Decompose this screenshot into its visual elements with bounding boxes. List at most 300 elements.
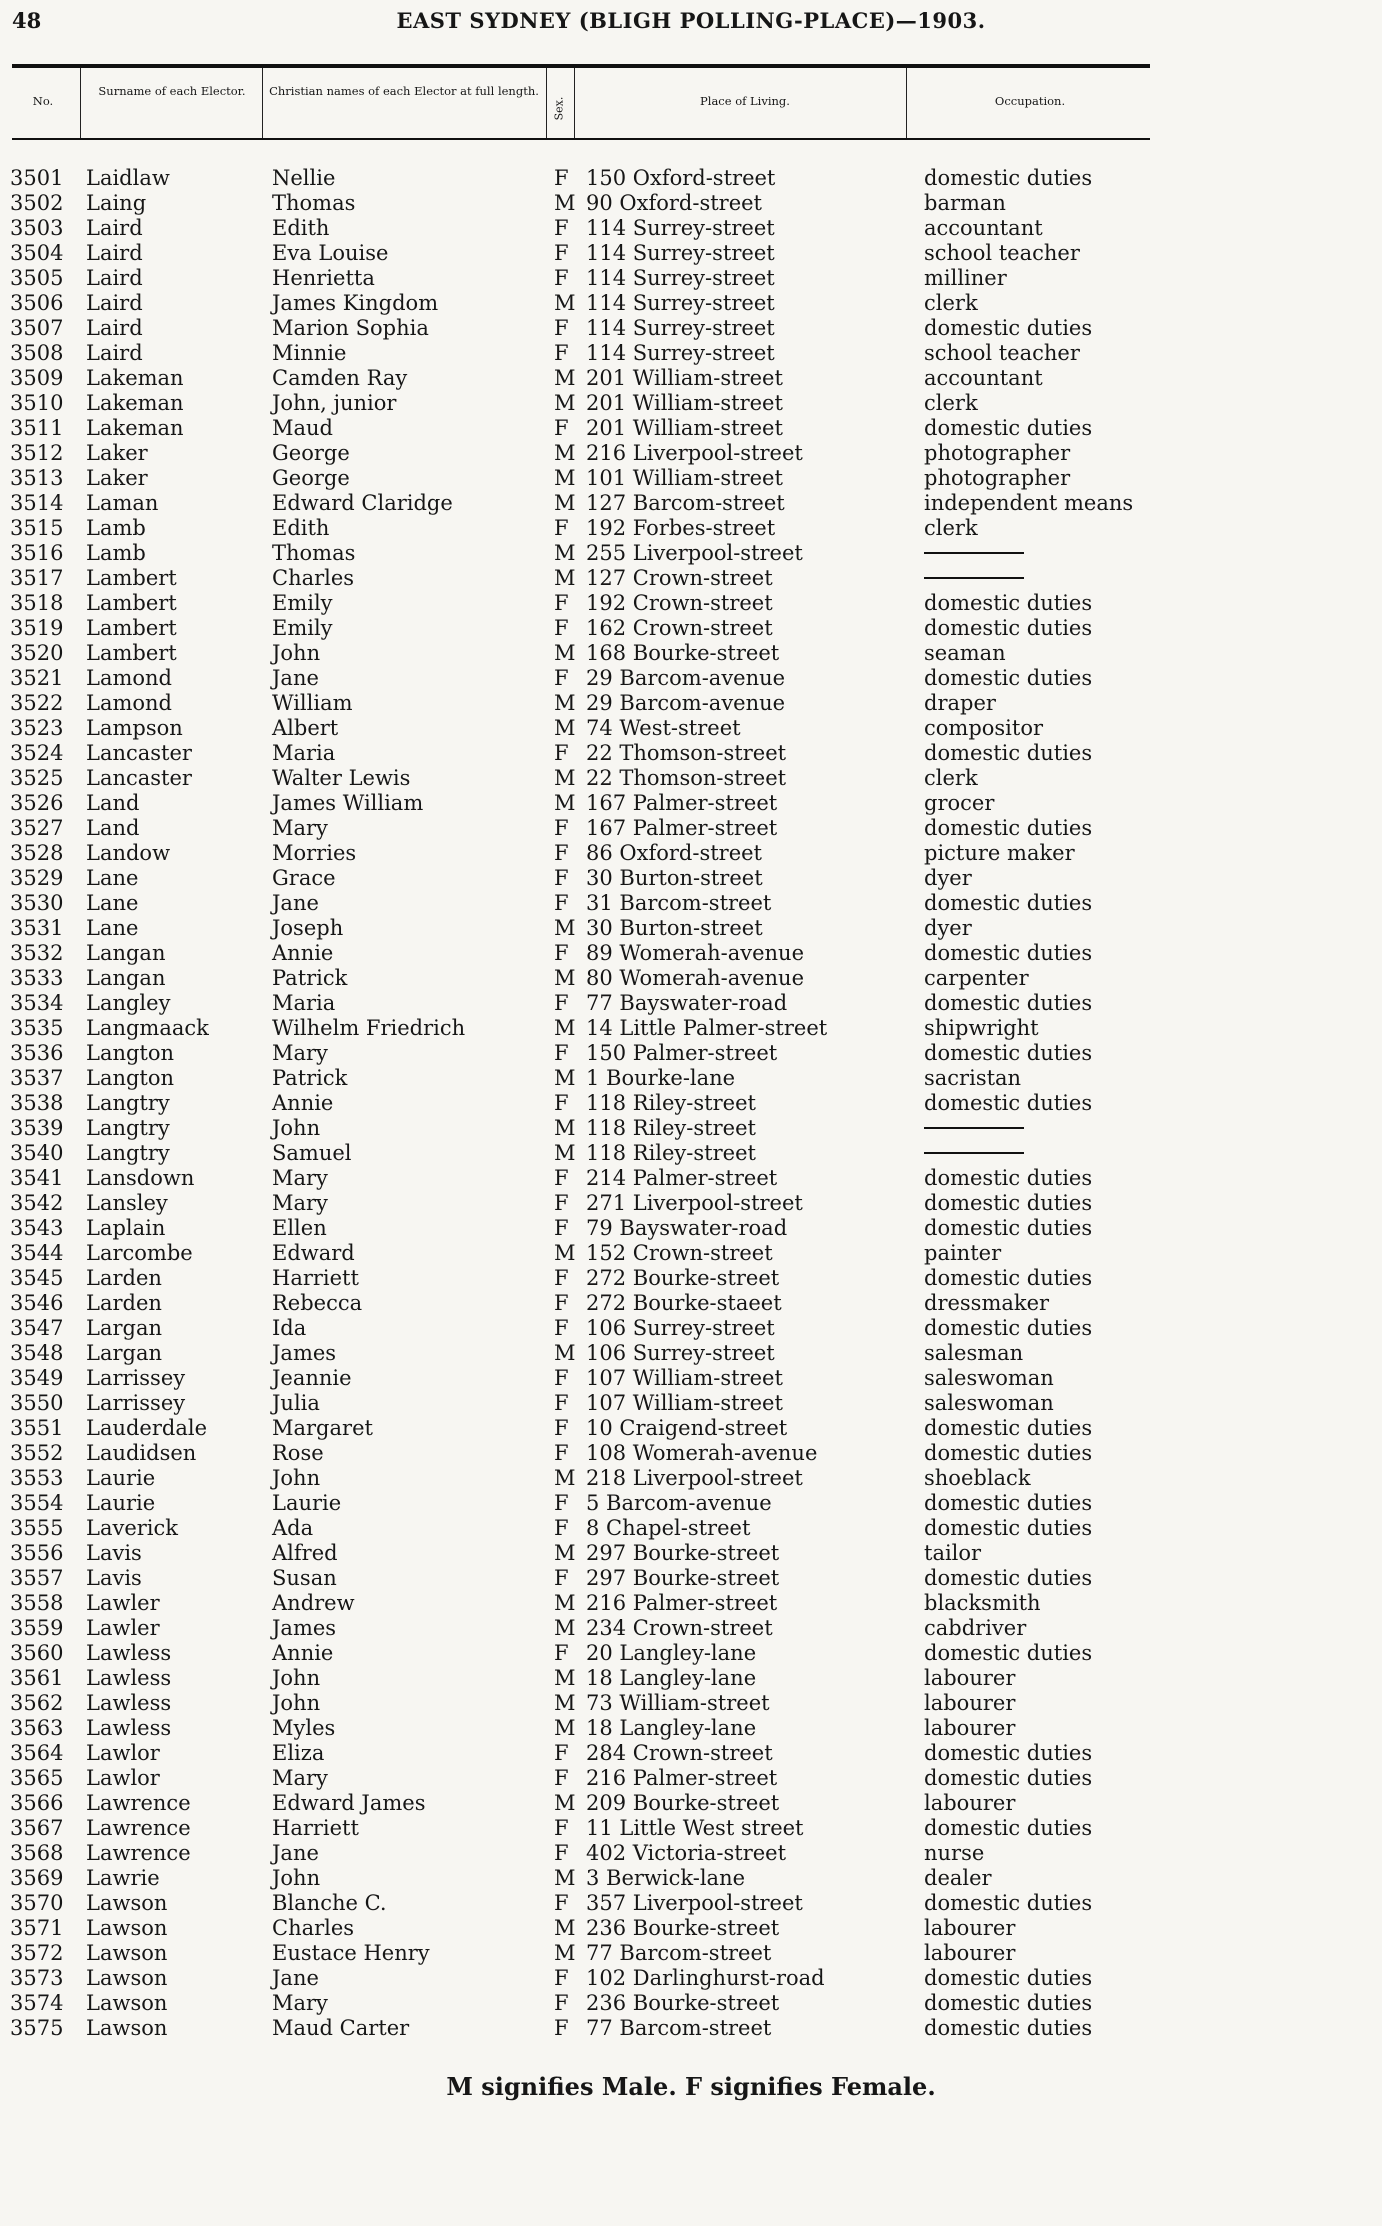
table-row xyxy=(0,191,1382,216)
cell-sex: M xyxy=(554,1066,576,1090)
cell-sex: M xyxy=(554,1466,576,1490)
cell-surname: Lawson xyxy=(86,1991,168,2015)
table-row xyxy=(0,1766,1382,1791)
cell-place: 11 Little West street xyxy=(586,1816,804,1840)
table-row xyxy=(0,866,1382,891)
cell-place: 107 William-street xyxy=(586,1391,783,1415)
cell-place: 162 Crown-street xyxy=(586,616,773,640)
table-row xyxy=(0,1216,1382,1241)
cell-no: 3537 xyxy=(10,1066,64,1090)
cell-no: 3529 xyxy=(10,866,64,890)
cell-sex: F xyxy=(554,1516,569,1540)
cell-no: 3532 xyxy=(10,941,64,965)
cell-christian: Wilhelm Friedrich xyxy=(272,1016,466,1040)
cell-occupation: seaman xyxy=(924,641,1006,665)
cell-place: 20 Langley-lane xyxy=(586,1641,757,1665)
cell-christian: Edith xyxy=(272,216,330,240)
table-row xyxy=(0,666,1382,691)
column-header-place: Place of Living. xyxy=(700,94,790,108)
cell-place: 86 Oxford-street xyxy=(586,841,762,865)
cell-occupation: saleswoman xyxy=(924,1391,1054,1415)
cell-sex: M xyxy=(554,1141,576,1165)
blank-occupation-dash xyxy=(924,1152,1024,1154)
cell-no: 3535 xyxy=(10,1016,64,1040)
table-row xyxy=(0,1341,1382,1366)
cell-surname: Laird xyxy=(86,341,143,365)
cell-surname: Largan xyxy=(86,1316,162,1340)
cell-surname: Larrissey xyxy=(86,1391,186,1415)
table-row xyxy=(0,541,1382,566)
cell-sex: M xyxy=(554,1541,576,1565)
cell-sex: M xyxy=(554,716,576,740)
cell-sex: M xyxy=(554,291,576,315)
cell-occupation: cabdriver xyxy=(924,1616,1027,1640)
cell-place: 101 William-street xyxy=(586,466,783,490)
table-row xyxy=(0,2016,1382,2041)
cell-surname: Lawrence xyxy=(86,1816,191,1840)
cell-no: 3574 xyxy=(10,1991,64,2015)
table-row xyxy=(0,691,1382,716)
cell-christian: Annie xyxy=(272,941,334,965)
cell-occupation: tailor xyxy=(924,1541,982,1565)
cell-surname: Lawlor xyxy=(86,1741,160,1765)
cell-no: 3569 xyxy=(10,1866,64,1890)
cell-place: 5 Barcom-avenue xyxy=(586,1491,772,1515)
cell-christian: Jane xyxy=(272,666,319,690)
cell-surname: Laird xyxy=(86,266,143,290)
cell-no: 3568 xyxy=(10,1841,64,1865)
cell-christian: Charles xyxy=(272,566,355,590)
cell-place: 108 Womerah-avenue xyxy=(586,1441,818,1465)
cell-sex: F xyxy=(554,416,569,440)
cell-christian: Mary xyxy=(272,1766,328,1790)
cell-christian: John, junior xyxy=(272,391,397,415)
cell-occupation: painter xyxy=(924,1241,1002,1265)
cell-sex: F xyxy=(554,1391,569,1415)
table-row xyxy=(0,466,1382,491)
cell-sex: F xyxy=(554,1991,569,2015)
cell-surname: Lawson xyxy=(86,2016,168,2040)
table-row xyxy=(0,1616,1382,1641)
column-header-surname: Surname of each Elector. xyxy=(98,84,246,98)
cell-sex: M xyxy=(554,1341,576,1365)
cell-place: 272 Bourke-staeet xyxy=(586,1291,782,1315)
table-row xyxy=(0,1866,1382,1891)
cell-occupation: compositor xyxy=(924,716,1044,740)
cell-place: 152 Crown-street xyxy=(586,1241,773,1265)
cell-place: 192 Crown-street xyxy=(586,591,773,615)
cell-occupation: domestic duties xyxy=(924,1966,1093,1990)
cell-christian: Eustace Henry xyxy=(272,1941,430,1965)
cell-no: 3545 xyxy=(10,1266,64,1290)
cell-surname: Langtry xyxy=(86,1091,170,1115)
blank-occupation-dash xyxy=(924,577,1024,579)
cell-sex: M xyxy=(554,1941,576,1965)
cell-christian: Jeannie xyxy=(272,1366,352,1390)
cell-occupation xyxy=(924,541,1204,566)
cell-place: 284 Crown-street xyxy=(586,1741,773,1765)
cell-surname: Larden xyxy=(86,1266,162,1290)
cell-sex: F xyxy=(554,1766,569,1790)
cell-sex: F xyxy=(554,1491,569,1515)
cell-christian: George xyxy=(272,441,350,465)
column-divider xyxy=(80,68,81,138)
cell-christian: James xyxy=(272,1341,337,1365)
page-header xyxy=(0,4,1382,40)
cell-surname: Larrissey xyxy=(86,1366,186,1390)
cell-christian: James William xyxy=(272,791,424,815)
cell-sex: M xyxy=(554,541,576,565)
cell-place: 271 Liverpool-street xyxy=(586,1191,803,1215)
cell-place: 201 William-street xyxy=(586,366,783,390)
cell-sex: M xyxy=(554,366,576,390)
cell-no: 3527 xyxy=(10,816,64,840)
cell-occupation: domestic duties xyxy=(924,1816,1093,1840)
table-row xyxy=(0,1791,1382,1816)
cell-surname: Laidlaw xyxy=(86,166,170,190)
cell-surname: Lawrence xyxy=(86,1791,191,1815)
table-row xyxy=(0,966,1382,991)
cell-sex: F xyxy=(554,866,569,890)
cell-no: 3502 xyxy=(10,191,64,215)
cell-christian: Laurie xyxy=(272,1491,342,1515)
cell-christian: Samuel xyxy=(272,1141,352,1165)
cell-occupation: milliner xyxy=(924,266,1007,290)
cell-place: 22 Thomson-street xyxy=(586,741,787,765)
table-row xyxy=(0,1291,1382,1316)
cell-place: 357 Liverpool-street xyxy=(586,1891,803,1915)
cell-occupation: domestic duties xyxy=(924,1091,1093,1115)
cell-no: 3536 xyxy=(10,1041,64,1065)
cell-no: 3517 xyxy=(10,566,64,590)
cell-christian: Jane xyxy=(272,1966,319,1990)
cell-no: 3531 xyxy=(10,916,64,940)
cell-no: 3572 xyxy=(10,1941,64,1965)
cell-christian: Eva Louise xyxy=(272,241,389,265)
cell-no: 3534 xyxy=(10,991,64,1015)
cell-place: 30 Burton-street xyxy=(586,916,763,940)
cell-surname: Lakeman xyxy=(86,391,184,415)
cell-sex: F xyxy=(554,241,569,265)
cell-surname: Langan xyxy=(86,966,166,990)
cell-occupation: accountant xyxy=(924,366,1043,390)
cell-christian: Harriett xyxy=(272,1816,359,1840)
cell-christian: John xyxy=(272,1666,321,1690)
cell-no: 3525 xyxy=(10,766,64,790)
cell-occupation: photographer xyxy=(924,441,1071,465)
cell-no: 3552 xyxy=(10,1441,64,1465)
cell-christian: Thomas xyxy=(272,191,356,215)
cell-christian: Susan xyxy=(272,1566,337,1590)
cell-sex: M xyxy=(554,1916,576,1940)
cell-no: 3518 xyxy=(10,591,64,615)
cell-surname: Laurie xyxy=(86,1491,156,1515)
table-row xyxy=(0,1516,1382,1541)
cell-sex: F xyxy=(554,1641,569,1665)
cell-christian: Grace xyxy=(272,866,336,890)
cell-christian: Mary xyxy=(272,1191,328,1215)
cell-occupation: independent means xyxy=(924,491,1134,515)
cell-place: 118 Riley-street xyxy=(586,1091,756,1115)
cell-place: 8 Chapel-street xyxy=(586,1516,751,1540)
cell-surname: Lawless xyxy=(86,1691,172,1715)
cell-sex: F xyxy=(554,1216,569,1240)
cell-place: 77 Bayswater-road xyxy=(586,991,788,1015)
cell-place: 118 Riley-street xyxy=(586,1141,756,1165)
cell-place: 22 Thomson-street xyxy=(586,766,787,790)
cell-christian: Blanche C. xyxy=(272,1891,387,1915)
cell-no: 3526 xyxy=(10,791,64,815)
table-row xyxy=(0,1316,1382,1341)
cell-no: 3563 xyxy=(10,1716,64,1740)
cell-no: 3555 xyxy=(10,1516,64,1540)
cell-no: 3519 xyxy=(10,616,64,640)
cell-surname: Lauderdale xyxy=(86,1416,208,1440)
cell-place: 31 Barcom-street xyxy=(586,891,772,915)
table-row xyxy=(0,1841,1382,1866)
cell-no: 3510 xyxy=(10,391,64,415)
cell-sex: F xyxy=(554,2016,569,2040)
cell-no: 3512 xyxy=(10,441,64,465)
table-row xyxy=(0,1966,1382,1991)
cell-place: 29 Barcom-avenue xyxy=(586,666,786,690)
cell-occupation: saleswoman xyxy=(924,1366,1054,1390)
table-row xyxy=(0,791,1382,816)
cell-place: 201 William-street xyxy=(586,416,783,440)
cell-christian: Mary xyxy=(272,1166,328,1190)
cell-occupation: domestic duties xyxy=(924,616,1093,640)
cell-no: 3541 xyxy=(10,1166,64,1190)
cell-occupation: grocer xyxy=(924,791,995,815)
cell-place: 114 Surrey-street xyxy=(586,291,775,315)
cell-christian: Camden Ray xyxy=(272,366,408,390)
cell-surname: Lansley xyxy=(86,1191,168,1215)
cell-surname: Laird xyxy=(86,291,143,315)
cell-no: 3516 xyxy=(10,541,64,565)
table-row xyxy=(0,1566,1382,1591)
cell-christian: Alfred xyxy=(272,1541,338,1565)
cell-occupation: domestic duties xyxy=(924,1766,1093,1790)
cell-surname: Largan xyxy=(86,1341,162,1365)
table-row xyxy=(0,941,1382,966)
table-row xyxy=(0,491,1382,516)
cell-sex: M xyxy=(554,1591,576,1615)
cell-surname: Lakeman xyxy=(86,416,184,440)
cell-place: 102 Darlinghurst-road xyxy=(586,1966,825,1990)
cell-sex: M xyxy=(554,1666,576,1690)
column-header-christian-names: Christian names of each Elector at full length. xyxy=(269,84,539,98)
cell-christian: Morries xyxy=(272,841,357,865)
cell-surname: Laurie xyxy=(86,1466,156,1490)
table-row xyxy=(0,1591,1382,1616)
table-row xyxy=(0,616,1382,641)
cell-christian: Maria xyxy=(272,741,336,765)
cell-place: 127 Crown-street xyxy=(586,566,773,590)
cell-sex: F xyxy=(554,516,569,540)
cell-place: 255 Liverpool-street xyxy=(586,541,803,565)
cell-no: 3546 xyxy=(10,1291,64,1315)
table-row xyxy=(0,816,1382,841)
table-row xyxy=(0,1441,1382,1466)
cell-no: 3511 xyxy=(10,416,64,440)
cell-christian: Thomas xyxy=(272,541,356,565)
cell-no: 3565 xyxy=(10,1766,64,1790)
footer-note: M signifies Male. F signifies Female. xyxy=(446,2072,936,2101)
column-header-occupation: Occupation. xyxy=(994,94,1066,108)
table-row xyxy=(0,1041,1382,1066)
cell-surname: Lavis xyxy=(86,1541,142,1565)
cell-occupation: domestic duties xyxy=(924,1741,1093,1765)
cell-christian: Patrick xyxy=(272,1066,348,1090)
cell-occupation: dyer xyxy=(924,916,972,940)
cell-surname: Langley xyxy=(86,991,171,1015)
cell-occupation: domestic duties xyxy=(924,1166,1093,1190)
cell-place: 107 William-street xyxy=(586,1366,783,1390)
cell-occupation: dressmaker xyxy=(924,1291,1050,1315)
table-row xyxy=(0,1366,1382,1391)
cell-christian: Jane xyxy=(272,1841,319,1865)
cell-sex: F xyxy=(554,616,569,640)
cell-occupation: domestic duties xyxy=(924,941,1093,965)
cell-occupation xyxy=(924,1141,1204,1166)
cell-sex: F xyxy=(554,1266,569,1290)
cell-no: 3557 xyxy=(10,1566,64,1590)
cell-occupation: school teacher xyxy=(924,241,1080,265)
cell-christian: William xyxy=(272,691,353,715)
cell-sex: M xyxy=(554,1691,576,1715)
cell-sex: M xyxy=(554,441,576,465)
cell-occupation: domestic duties xyxy=(924,666,1093,690)
cell-occupation: photographer xyxy=(924,466,1071,490)
cell-occupation: domestic duties xyxy=(924,591,1093,615)
cell-sex: F xyxy=(554,1416,569,1440)
cell-christian: Edith xyxy=(272,516,330,540)
cell-occupation: labourer xyxy=(924,1666,1016,1690)
cell-surname: Lawless xyxy=(86,1716,172,1740)
cell-sex: M xyxy=(554,1716,576,1740)
cell-christian: Maud xyxy=(272,416,333,440)
table-row xyxy=(0,216,1382,241)
cell-place: 106 Surrey-street xyxy=(586,1316,775,1340)
cell-no: 3506 xyxy=(10,291,64,315)
cell-surname: Lawson xyxy=(86,1916,168,1940)
cell-place: 272 Bourke-street xyxy=(586,1266,780,1290)
cell-occupation: domestic duties xyxy=(924,816,1093,840)
cell-no: 3514 xyxy=(10,491,64,515)
cell-place: 402 Victoria-street xyxy=(586,1841,787,1865)
cell-sex: M xyxy=(554,1866,576,1890)
cell-christian: Mary xyxy=(272,816,328,840)
cell-surname: Lamb xyxy=(86,516,146,540)
cell-sex: F xyxy=(554,1291,569,1315)
cell-surname: Langtry xyxy=(86,1116,170,1140)
cell-sex: M xyxy=(554,1016,576,1040)
cell-sex: M xyxy=(554,1791,576,1815)
table-row xyxy=(0,1741,1382,1766)
cell-sex: F xyxy=(554,1166,569,1190)
cell-place: 114 Surrey-street xyxy=(586,241,775,265)
table-row xyxy=(0,516,1382,541)
cell-occupation: domestic duties xyxy=(924,1416,1093,1440)
cell-surname: Lamond xyxy=(86,691,172,715)
cell-occupation: domestic duties xyxy=(924,166,1093,190)
cell-surname: Lawson xyxy=(86,1891,168,1915)
cell-occupation: labourer xyxy=(924,1941,1016,1965)
cell-sex: M xyxy=(554,1616,576,1640)
cell-christian: Albert xyxy=(272,716,339,740)
cell-sex: M xyxy=(554,191,576,215)
cell-sex: F xyxy=(554,216,569,240)
table-row xyxy=(0,366,1382,391)
cell-no: 3562 xyxy=(10,1691,64,1715)
cell-no: 3508 xyxy=(10,341,64,365)
cell-occupation: domestic duties xyxy=(924,1041,1093,1065)
cell-sex: M xyxy=(554,966,576,990)
cell-place: 106 Surrey-street xyxy=(586,1341,775,1365)
cell-sex: F xyxy=(554,1741,569,1765)
table-row xyxy=(0,1891,1382,1916)
cell-no: 3549 xyxy=(10,1366,64,1390)
cell-sex: F xyxy=(554,1816,569,1840)
cell-christian: Ada xyxy=(272,1516,314,1540)
cell-sex: M xyxy=(554,916,576,940)
cell-sex: F xyxy=(554,991,569,1015)
cell-no: 3547 xyxy=(10,1316,64,1340)
cell-occupation xyxy=(924,566,1204,591)
cell-no: 3564 xyxy=(10,1741,64,1765)
cell-christian: Eliza xyxy=(272,1741,325,1765)
cell-no: 3560 xyxy=(10,1641,64,1665)
cell-sex: M xyxy=(554,1241,576,1265)
cell-surname: Lane xyxy=(86,891,139,915)
cell-christian: Edward xyxy=(272,1241,355,1265)
cell-surname: Lawson xyxy=(86,1941,168,1965)
table-row xyxy=(0,341,1382,366)
cell-christian: John xyxy=(272,641,321,665)
cell-sex: F xyxy=(554,1366,569,1390)
cell-christian: Mary xyxy=(272,1991,328,2015)
cell-christian: John xyxy=(272,1466,321,1490)
blank-occupation-dash xyxy=(924,552,1024,554)
cell-surname: Laker xyxy=(86,466,148,490)
cell-place: 234 Crown-street xyxy=(586,1616,773,1640)
cell-occupation: domestic duties xyxy=(924,1516,1093,1540)
cell-no: 3530 xyxy=(10,891,64,915)
cell-surname: Larden xyxy=(86,1291,162,1315)
cell-no: 3575 xyxy=(10,2016,64,2040)
cell-place: 218 Liverpool-street xyxy=(586,1466,803,1490)
header-rule-bottom xyxy=(12,138,1150,140)
table-row xyxy=(0,1066,1382,1091)
table-row xyxy=(0,266,1382,291)
cell-occupation: picture maker xyxy=(924,841,1075,865)
cell-no: 3544 xyxy=(10,1241,64,1265)
cell-sex: F xyxy=(554,666,569,690)
cell-christian: Marion Sophia xyxy=(272,316,429,340)
cell-sex: F xyxy=(554,1091,569,1115)
table-row xyxy=(0,741,1382,766)
cell-place: 167 Palmer-street xyxy=(586,816,778,840)
cell-christian: Julia xyxy=(272,1391,320,1415)
cell-sex: F xyxy=(554,941,569,965)
cell-sex: M xyxy=(554,1116,576,1140)
table-row xyxy=(0,1691,1382,1716)
cell-occupation: clerk xyxy=(924,391,978,415)
cell-sex: F xyxy=(554,816,569,840)
cell-christian: Maria xyxy=(272,991,336,1015)
cell-occupation: domestic duties xyxy=(924,1991,1093,2015)
cell-surname: Lambert xyxy=(86,641,177,665)
